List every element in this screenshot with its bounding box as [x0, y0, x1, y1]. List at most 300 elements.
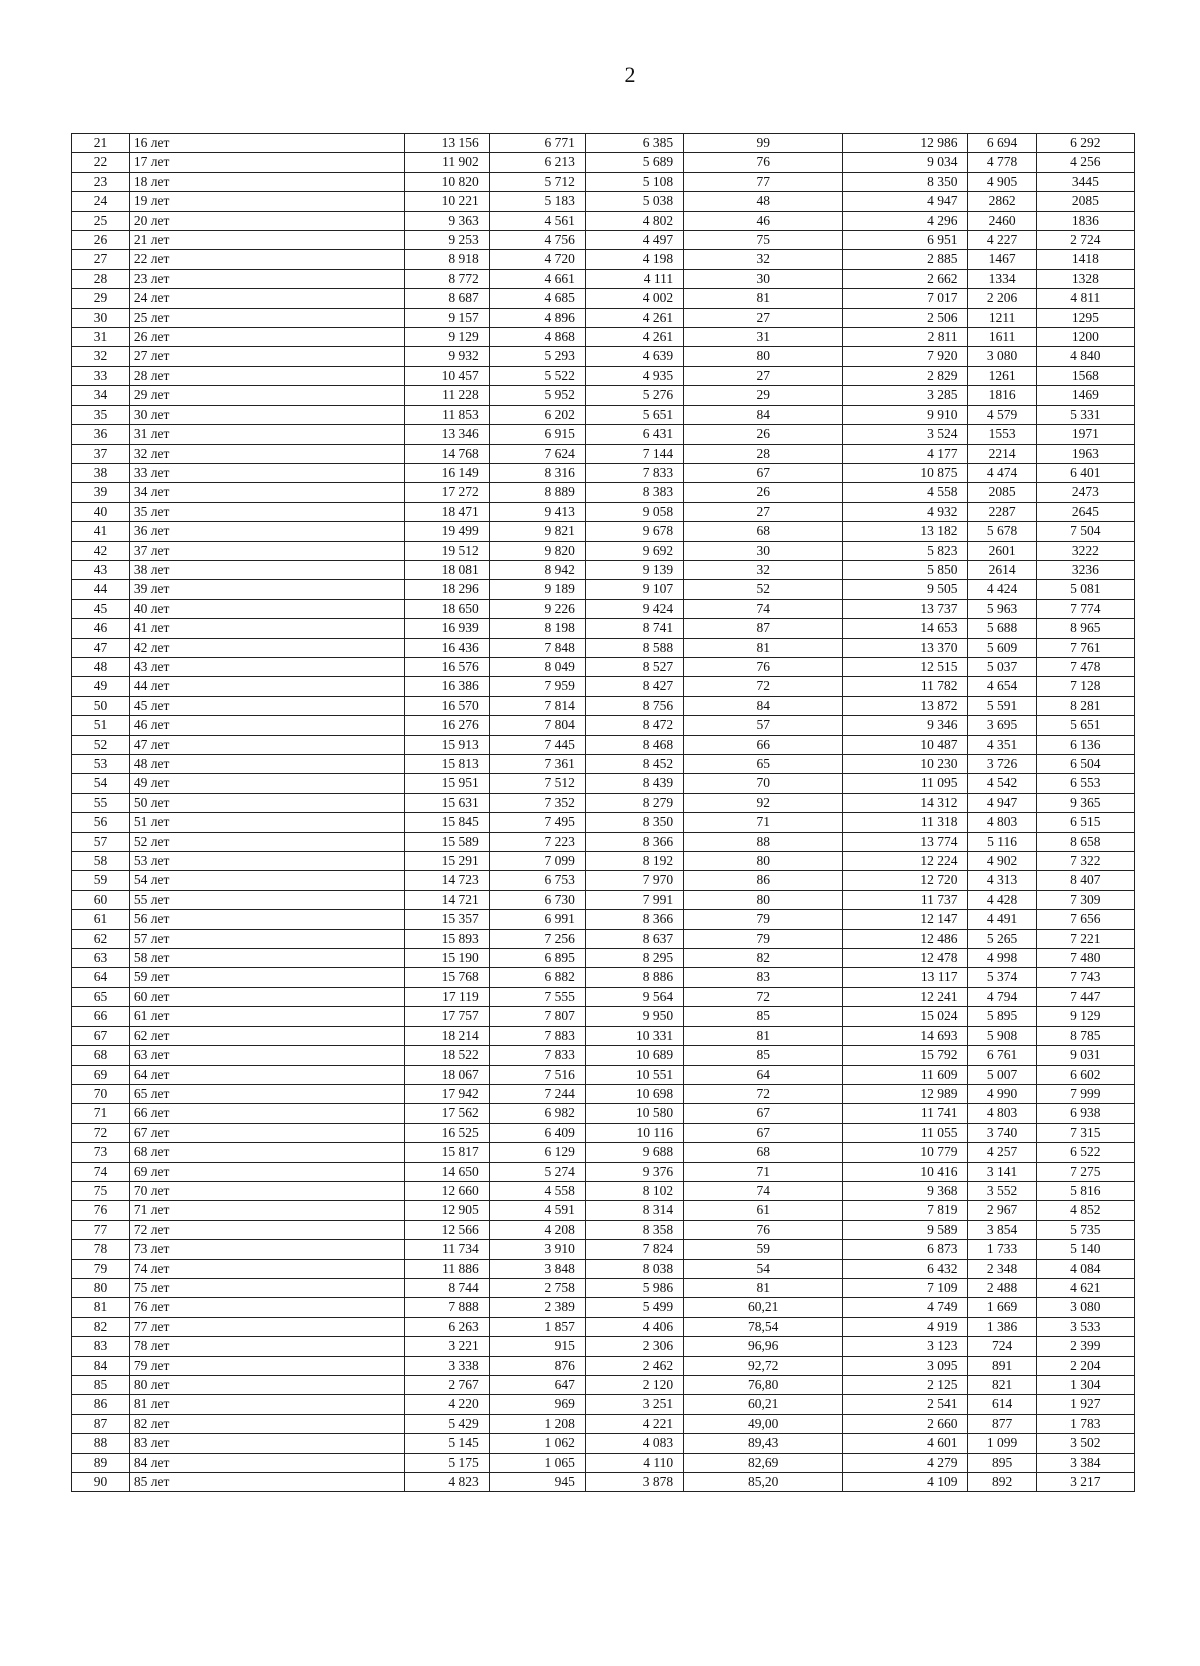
table-cell-age: 24 лет: [129, 289, 404, 308]
table-cell-female-1: 7 824: [585, 1240, 683, 1259]
table-cell-male-1: 5 712: [489, 172, 585, 191]
table-cell-male-1: 5 274: [489, 1162, 585, 1181]
table-cell-male-2: 6 694: [968, 134, 1036, 153]
table-cell-female-1: 3 251: [585, 1395, 683, 1414]
table-cell-male-1: 3 910: [489, 1240, 585, 1259]
table-cell-male-1: 9 820: [489, 541, 585, 560]
table-cell-age: 19 лет: [129, 192, 404, 211]
table-cell-total-2: 11 737: [843, 890, 968, 909]
table-cell-total-1: 16 276: [404, 716, 489, 735]
table-cell-total-2: 2 125: [843, 1376, 968, 1395]
table-cell-total-1: 15 813: [404, 755, 489, 774]
table-cell-female-2: 7 999: [1036, 1084, 1134, 1103]
table-cell-percent: 27: [684, 308, 843, 327]
table-cell-row: 80: [72, 1278, 130, 1297]
table-cell-row: 29: [72, 289, 130, 308]
table-cell-total-2: 4 109: [843, 1473, 968, 1492]
table-cell-row: 68: [72, 1046, 130, 1065]
table-cell-age: 64 лет: [129, 1065, 404, 1084]
table-cell-female-2: 7 480: [1036, 949, 1134, 968]
table-cell-male-2: 895: [968, 1453, 1036, 1472]
table-cell-age: 30 лет: [129, 405, 404, 424]
table-cell-percent: 54: [684, 1259, 843, 1278]
table-cell-age: 27 лет: [129, 347, 404, 366]
table-cell-total-1: 15 893: [404, 929, 489, 948]
table-cell-row: 61: [72, 910, 130, 929]
table-cell-male-1: 647: [489, 1376, 585, 1395]
table-cell-female-2: 3236: [1036, 560, 1134, 579]
table-cell-percent: 26: [684, 483, 843, 502]
table-cell-male-2: 4 990: [968, 1084, 1036, 1103]
table-cell-total-2: 12 241: [843, 987, 968, 1006]
table-cell-female-2: 4 852: [1036, 1201, 1134, 1220]
table-cell-female-2: 9 365: [1036, 793, 1134, 812]
table-cell-percent: 74: [684, 1181, 843, 1200]
table-cell-age: 69 лет: [129, 1162, 404, 1181]
table-cell-male-2: 2862: [968, 192, 1036, 211]
table-row: [72, 1084, 1135, 1103]
table-cell-female-2: 4 840: [1036, 347, 1134, 366]
table-cell-female-1: 9 058: [585, 502, 683, 521]
table-cell-age: 38 лет: [129, 560, 404, 579]
table-cell-total-2: 3 123: [843, 1337, 968, 1356]
table-cell-row: 51: [72, 716, 130, 735]
table-cell-male-1: 6 915: [489, 425, 585, 444]
table-cell-male-2: 724: [968, 1337, 1036, 1356]
table-cell-total-1: 15 589: [404, 832, 489, 851]
table-cell-total-2: 3 095: [843, 1356, 968, 1375]
table-cell-percent: 85: [684, 1046, 843, 1065]
table-cell-male-2: 2460: [968, 211, 1036, 230]
table-cell-row: 90: [72, 1473, 130, 1492]
table-cell-row: 57: [72, 832, 130, 851]
table-cell-age: 60 лет: [129, 987, 404, 1006]
table-cell-female-2: 7 761: [1036, 638, 1134, 657]
table-cell-male-2: 2601: [968, 541, 1036, 560]
table-cell-percent: 26: [684, 425, 843, 444]
table-cell-row: 34: [72, 386, 130, 405]
table-cell-female-1: 8 886: [585, 968, 683, 987]
table-cell-row: 32: [72, 347, 130, 366]
table-cell-male-1: 7 099: [489, 852, 585, 871]
table-cell-male-1: 2 758: [489, 1278, 585, 1297]
table-cell-female-1: 4 497: [585, 231, 683, 250]
table-cell-age: 62 лет: [129, 1026, 404, 1045]
table-cell-female-1: 8 366: [585, 832, 683, 851]
table-cell-male-2: 4 428: [968, 890, 1036, 909]
table-cell-row: 82: [72, 1317, 130, 1336]
table-cell-total-1: 12 905: [404, 1201, 489, 1220]
table-cell-female-2: 8 658: [1036, 832, 1134, 851]
table-row: [72, 735, 1135, 754]
table-row: [72, 813, 1135, 832]
table-cell-age: 46 лет: [129, 716, 404, 735]
table-cell-total-1: 15 190: [404, 949, 489, 968]
table-cell-row: 79: [72, 1259, 130, 1278]
table-cell-total-1: 18 650: [404, 599, 489, 618]
table-cell-age: 61 лет: [129, 1007, 404, 1026]
table-cell-female-2: 1328: [1036, 269, 1134, 288]
table-cell-male-2: 1261: [968, 366, 1036, 385]
table-cell-male-1: 4 685: [489, 289, 585, 308]
table-cell-row: 86: [72, 1395, 130, 1414]
table-cell-male-1: 6 882: [489, 968, 585, 987]
table-cell-female-1: 7 144: [585, 444, 683, 463]
table-cell-row: 83: [72, 1337, 130, 1356]
table-cell-age: 82 лет: [129, 1414, 404, 1433]
table-cell-male-2: 1 733: [968, 1240, 1036, 1259]
table-cell-female-1: 8 295: [585, 949, 683, 968]
table-cell-male-2: 614: [968, 1395, 1036, 1414]
table-cell-percent: 89,43: [684, 1434, 843, 1453]
table-cell-total-1: 11 734: [404, 1240, 489, 1259]
table-cell-male-1: 7 804: [489, 716, 585, 735]
table-cell-age: 33 лет: [129, 463, 404, 482]
table-cell-total-2: 4 279: [843, 1453, 968, 1472]
table-cell-age: 72 лет: [129, 1220, 404, 1239]
table-cell-percent: 32: [684, 250, 843, 269]
table-row: [72, 1395, 1135, 1414]
table-cell-female-2: 2473: [1036, 483, 1134, 502]
table-row: [72, 211, 1135, 230]
table-cell-row: 42: [72, 541, 130, 560]
table-cell-male-1: 7 516: [489, 1065, 585, 1084]
table-cell-percent: 86: [684, 871, 843, 890]
table-cell-male-1: 7 807: [489, 1007, 585, 1026]
table-cell-age: 26 лет: [129, 328, 404, 347]
table-cell-male-1: 7 512: [489, 774, 585, 793]
table-cell-male-2: 5 908: [968, 1026, 1036, 1045]
table-cell-total-2: 4 558: [843, 483, 968, 502]
table-cell-female-2: 5 140: [1036, 1240, 1134, 1259]
table-cell-female-1: 4 198: [585, 250, 683, 269]
table-cell-female-1: 8 741: [585, 619, 683, 638]
table-cell-female-1: 8 279: [585, 793, 683, 812]
table-cell-male-2: 821: [968, 1376, 1036, 1395]
table-cell-male-2: 5 963: [968, 599, 1036, 618]
table-cell-total-2: 11 782: [843, 677, 968, 696]
table-cell-female-1: 10 116: [585, 1123, 683, 1142]
table-row: [72, 192, 1135, 211]
table-cell-percent: 81: [684, 289, 843, 308]
table-cell-male-2: 1334: [968, 269, 1036, 288]
table-cell-age: 85 лет: [129, 1473, 404, 1492]
table-cell-total-2: 10 875: [843, 463, 968, 482]
table-cell-age: 20 лет: [129, 211, 404, 230]
table-cell-male-2: 1211: [968, 308, 1036, 327]
table-cell-total-2: 7 920: [843, 347, 968, 366]
table-cell-row: 63: [72, 949, 130, 968]
table-cell-total-1: 9 363: [404, 211, 489, 230]
table-cell-total-1: 10 820: [404, 172, 489, 191]
table-cell-percent: 71: [684, 813, 843, 832]
table-cell-male-2: 4 491: [968, 910, 1036, 929]
table-cell-row: 85: [72, 1376, 130, 1395]
table-cell-female-2: 8 785: [1036, 1026, 1134, 1045]
table-cell-total-2: 2 811: [843, 328, 968, 347]
table-cell-percent: 85: [684, 1007, 843, 1026]
table-cell-total-2: 4 177: [843, 444, 968, 463]
table-cell-age: 77 лет: [129, 1317, 404, 1336]
table-cell-male-2: 4 998: [968, 949, 1036, 968]
table-cell-age: 44 лет: [129, 677, 404, 696]
table-cell-row: 27: [72, 250, 130, 269]
table-cell-male-1: 8 316: [489, 463, 585, 482]
table-cell-total-1: 15 913: [404, 735, 489, 754]
table-cell-female-1: 4 111: [585, 269, 683, 288]
table-cell-age: 39 лет: [129, 580, 404, 599]
table-cell-female-2: 5 735: [1036, 1220, 1134, 1239]
table-cell-male-1: 6 213: [489, 153, 585, 172]
table-row: [72, 1026, 1135, 1045]
table-cell-female-1: 6 431: [585, 425, 683, 444]
table-cell-male-2: 4 803: [968, 1104, 1036, 1123]
table-cell-female-2: 4 811: [1036, 289, 1134, 308]
table-cell-female-1: 10 689: [585, 1046, 683, 1065]
table-cell-total-1: 14 723: [404, 871, 489, 890]
table-cell-row: 69: [72, 1065, 130, 1084]
table-cell-total-1: 5 429: [404, 1414, 489, 1433]
table-cell-male-2: 4 351: [968, 735, 1036, 754]
table-row: [72, 619, 1135, 638]
table-cell-row: 64: [72, 968, 130, 987]
table-cell-total-2: 12 478: [843, 949, 968, 968]
table-cell-total-2: 6 951: [843, 231, 968, 250]
table-cell-male-2: 1611: [968, 328, 1036, 347]
table-row: [72, 599, 1135, 618]
table-cell-total-1: 15 768: [404, 968, 489, 987]
table-row: [72, 289, 1135, 308]
table-row: [72, 677, 1135, 696]
table-cell-row: 47: [72, 638, 130, 657]
table-cell-row: 30: [72, 308, 130, 327]
table-cell-percent: 52: [684, 580, 843, 599]
table-cell-total-1: 9 129: [404, 328, 489, 347]
table-cell-female-2: 1963: [1036, 444, 1134, 463]
table-cell-female-2: 8 407: [1036, 871, 1134, 890]
table-cell-percent: 84: [684, 405, 843, 424]
table-cell-female-2: 5 651: [1036, 716, 1134, 735]
table-cell-row: 35: [72, 405, 130, 424]
table-cell-female-2: 6 553: [1036, 774, 1134, 793]
table-cell-female-2: 7 447: [1036, 987, 1134, 1006]
table-cell-female-2: 3222: [1036, 541, 1134, 560]
table-cell-row: 43: [72, 560, 130, 579]
table-cell-percent: 57: [684, 716, 843, 735]
table-cell-female-2: 1295: [1036, 308, 1134, 327]
table-cell-female-1: 10 580: [585, 1104, 683, 1123]
table-cell-percent: 68: [684, 1143, 843, 1162]
table-cell-total-2: 3 285: [843, 386, 968, 405]
table-cell-percent: 82,69: [684, 1453, 843, 1472]
table-cell-male-2: 2287: [968, 502, 1036, 521]
table-cell-percent: 31: [684, 328, 843, 347]
table-cell-male-1: 1 208: [489, 1414, 585, 1433]
table-row: [72, 425, 1135, 444]
table-cell-male-2: 3 552: [968, 1181, 1036, 1200]
table-cell-age: 31 лет: [129, 425, 404, 444]
table-row: [72, 716, 1135, 735]
table-cell-female-2: 2 724: [1036, 231, 1134, 250]
table-cell-total-2: 12 224: [843, 852, 968, 871]
table-cell-female-2: 3445: [1036, 172, 1134, 191]
table-cell-total-2: 4 919: [843, 1317, 968, 1336]
table-cell-total-2: 7 109: [843, 1278, 968, 1297]
table-cell-female-2: 7 275: [1036, 1162, 1134, 1181]
table-cell-male-2: 1 669: [968, 1298, 1036, 1317]
table-cell-row: 74: [72, 1162, 130, 1181]
table-cell-percent: 49,00: [684, 1414, 843, 1433]
table-cell-age: 34 лет: [129, 483, 404, 502]
table-cell-total-2: 9 346: [843, 716, 968, 735]
table-cell-total-1: 8 744: [404, 1278, 489, 1297]
table-cell-female-1: 9 139: [585, 560, 683, 579]
table-cell-male-1: 4 591: [489, 1201, 585, 1220]
table-cell-female-2: 1836: [1036, 211, 1134, 230]
table-cell-age: 25 лет: [129, 308, 404, 327]
table-cell-row: 71: [72, 1104, 130, 1123]
table-cell-total-1: 15 951: [404, 774, 489, 793]
table-cell-total-2: 9 505: [843, 580, 968, 599]
table-cell-row: 78: [72, 1240, 130, 1259]
table-cell-male-1: 1 065: [489, 1453, 585, 1472]
table-row: [72, 134, 1135, 153]
table-cell-male-2: 3 695: [968, 716, 1036, 735]
table-cell-male-1: 4 561: [489, 211, 585, 230]
table-cell-female-1: 4 406: [585, 1317, 683, 1336]
table-cell-total-1: 17 757: [404, 1007, 489, 1026]
table-cell-row: 72: [72, 1123, 130, 1142]
table-cell-female-1: 9 107: [585, 580, 683, 599]
table-row: [72, 1201, 1135, 1220]
table-row: [72, 1337, 1135, 1356]
table-row: [72, 852, 1135, 871]
table-row: [72, 541, 1135, 560]
table-cell-percent: 30: [684, 541, 843, 560]
table-cell-total-2: 13 737: [843, 599, 968, 618]
table-cell-female-1: 6 385: [585, 134, 683, 153]
table-row: [72, 231, 1135, 250]
table-cell-male-1: 5 293: [489, 347, 585, 366]
table-cell-male-1: 969: [489, 1395, 585, 1414]
table-cell-total-1: 19 499: [404, 522, 489, 541]
table-cell-age: 68 лет: [129, 1143, 404, 1162]
table-cell-male-1: 6 409: [489, 1123, 585, 1142]
table-cell-male-1: 9 821: [489, 522, 585, 541]
table-cell-total-2: 9 368: [843, 1181, 968, 1200]
table-cell-male-2: 2214: [968, 444, 1036, 463]
table-cell-age: 84 лет: [129, 1453, 404, 1472]
table-cell-male-2: 1 099: [968, 1434, 1036, 1453]
table-row: [72, 366, 1135, 385]
table-cell-row: 25: [72, 211, 130, 230]
table-cell-female-2: 7 504: [1036, 522, 1134, 541]
table-cell-male-2: 2 206: [968, 289, 1036, 308]
table-cell-male-1: 7 555: [489, 987, 585, 1006]
table-cell-age: 41 лет: [129, 619, 404, 638]
table-cell-age: 35 лет: [129, 502, 404, 521]
table-cell-row: 62: [72, 929, 130, 948]
table-row: [72, 910, 1135, 929]
table-cell-total-2: 12 515: [843, 657, 968, 676]
table-row: [72, 172, 1135, 191]
table-cell-total-1: 15 357: [404, 910, 489, 929]
table-cell-male-1: 6 129: [489, 1143, 585, 1162]
table-cell-male-2: 1553: [968, 425, 1036, 444]
table-cell-female-1: 3 878: [585, 1473, 683, 1492]
table-body: [72, 134, 1135, 1492]
table-cell-row: 70: [72, 1084, 130, 1103]
table-cell-female-2: 1469: [1036, 386, 1134, 405]
table-cell-total-1: 3 221: [404, 1337, 489, 1356]
table-cell-female-1: 8 439: [585, 774, 683, 793]
table-row: [72, 308, 1135, 327]
table-cell-male-2: 3 141: [968, 1162, 1036, 1181]
table-row: [72, 890, 1135, 909]
table-cell-male-2: 3 854: [968, 1220, 1036, 1239]
table-cell-female-1: 8 102: [585, 1181, 683, 1200]
table-cell-age: 32 лет: [129, 444, 404, 463]
table-cell-male-2: 1467: [968, 250, 1036, 269]
table-cell-total-2: 14 312: [843, 793, 968, 812]
table-cell-row: 22: [72, 153, 130, 172]
table-cell-female-2: 3 384: [1036, 1453, 1134, 1472]
table-row: [72, 696, 1135, 715]
table-cell-age: 37 лет: [129, 541, 404, 560]
table-row: [72, 1473, 1135, 1492]
table-cell-row: 89: [72, 1453, 130, 1472]
table-cell-total-1: 18 522: [404, 1046, 489, 1065]
table-cell-female-2: 4 084: [1036, 1259, 1134, 1278]
table-cell-age: 57 лет: [129, 929, 404, 948]
table-cell-percent: 78,54: [684, 1317, 843, 1336]
table-cell-percent: 79: [684, 910, 843, 929]
table-cell-percent: 76: [684, 657, 843, 676]
table-cell-total-2: 9 589: [843, 1220, 968, 1239]
table-cell-row: 59: [72, 871, 130, 890]
table-row: [72, 1317, 1135, 1336]
table-cell-row: 67: [72, 1026, 130, 1045]
table-cell-male-2: 2 488: [968, 1278, 1036, 1297]
table-cell-female-1: 4 935: [585, 366, 683, 385]
table-cell-row: 75: [72, 1181, 130, 1200]
table-cell-male-2: 2085: [968, 483, 1036, 502]
table-cell-total-1: 11 228: [404, 386, 489, 405]
table-cell-age: 40 лет: [129, 599, 404, 618]
table-cell-female-2: 8 281: [1036, 696, 1134, 715]
table-cell-female-2: 7 656: [1036, 910, 1134, 929]
table-cell-male-2: 3 080: [968, 347, 1036, 366]
table-cell-male-1: 945: [489, 1473, 585, 1492]
table-cell-total-2: 4 947: [843, 192, 968, 211]
table-cell-total-1: 18 296: [404, 580, 489, 599]
table-cell-total-1: 15 291: [404, 852, 489, 871]
table-cell-male-1: 6 730: [489, 890, 585, 909]
table-cell-male-1: 8 889: [489, 483, 585, 502]
table-cell-male-2: 892: [968, 1473, 1036, 1492]
table-row: [72, 1123, 1135, 1142]
table-cell-male-2: 4 947: [968, 793, 1036, 812]
table-cell-total-1: 7 888: [404, 1298, 489, 1317]
table-cell-percent: 81: [684, 1026, 843, 1045]
table-cell-total-2: 4 932: [843, 502, 968, 521]
table-cell-row: 45: [72, 599, 130, 618]
table-cell-female-1: 2 120: [585, 1376, 683, 1395]
table-cell-age: 17 лет: [129, 153, 404, 172]
table-cell-female-1: 7 833: [585, 463, 683, 482]
table-cell-total-1: 9 932: [404, 347, 489, 366]
table-cell-male-2: 1816: [968, 386, 1036, 405]
